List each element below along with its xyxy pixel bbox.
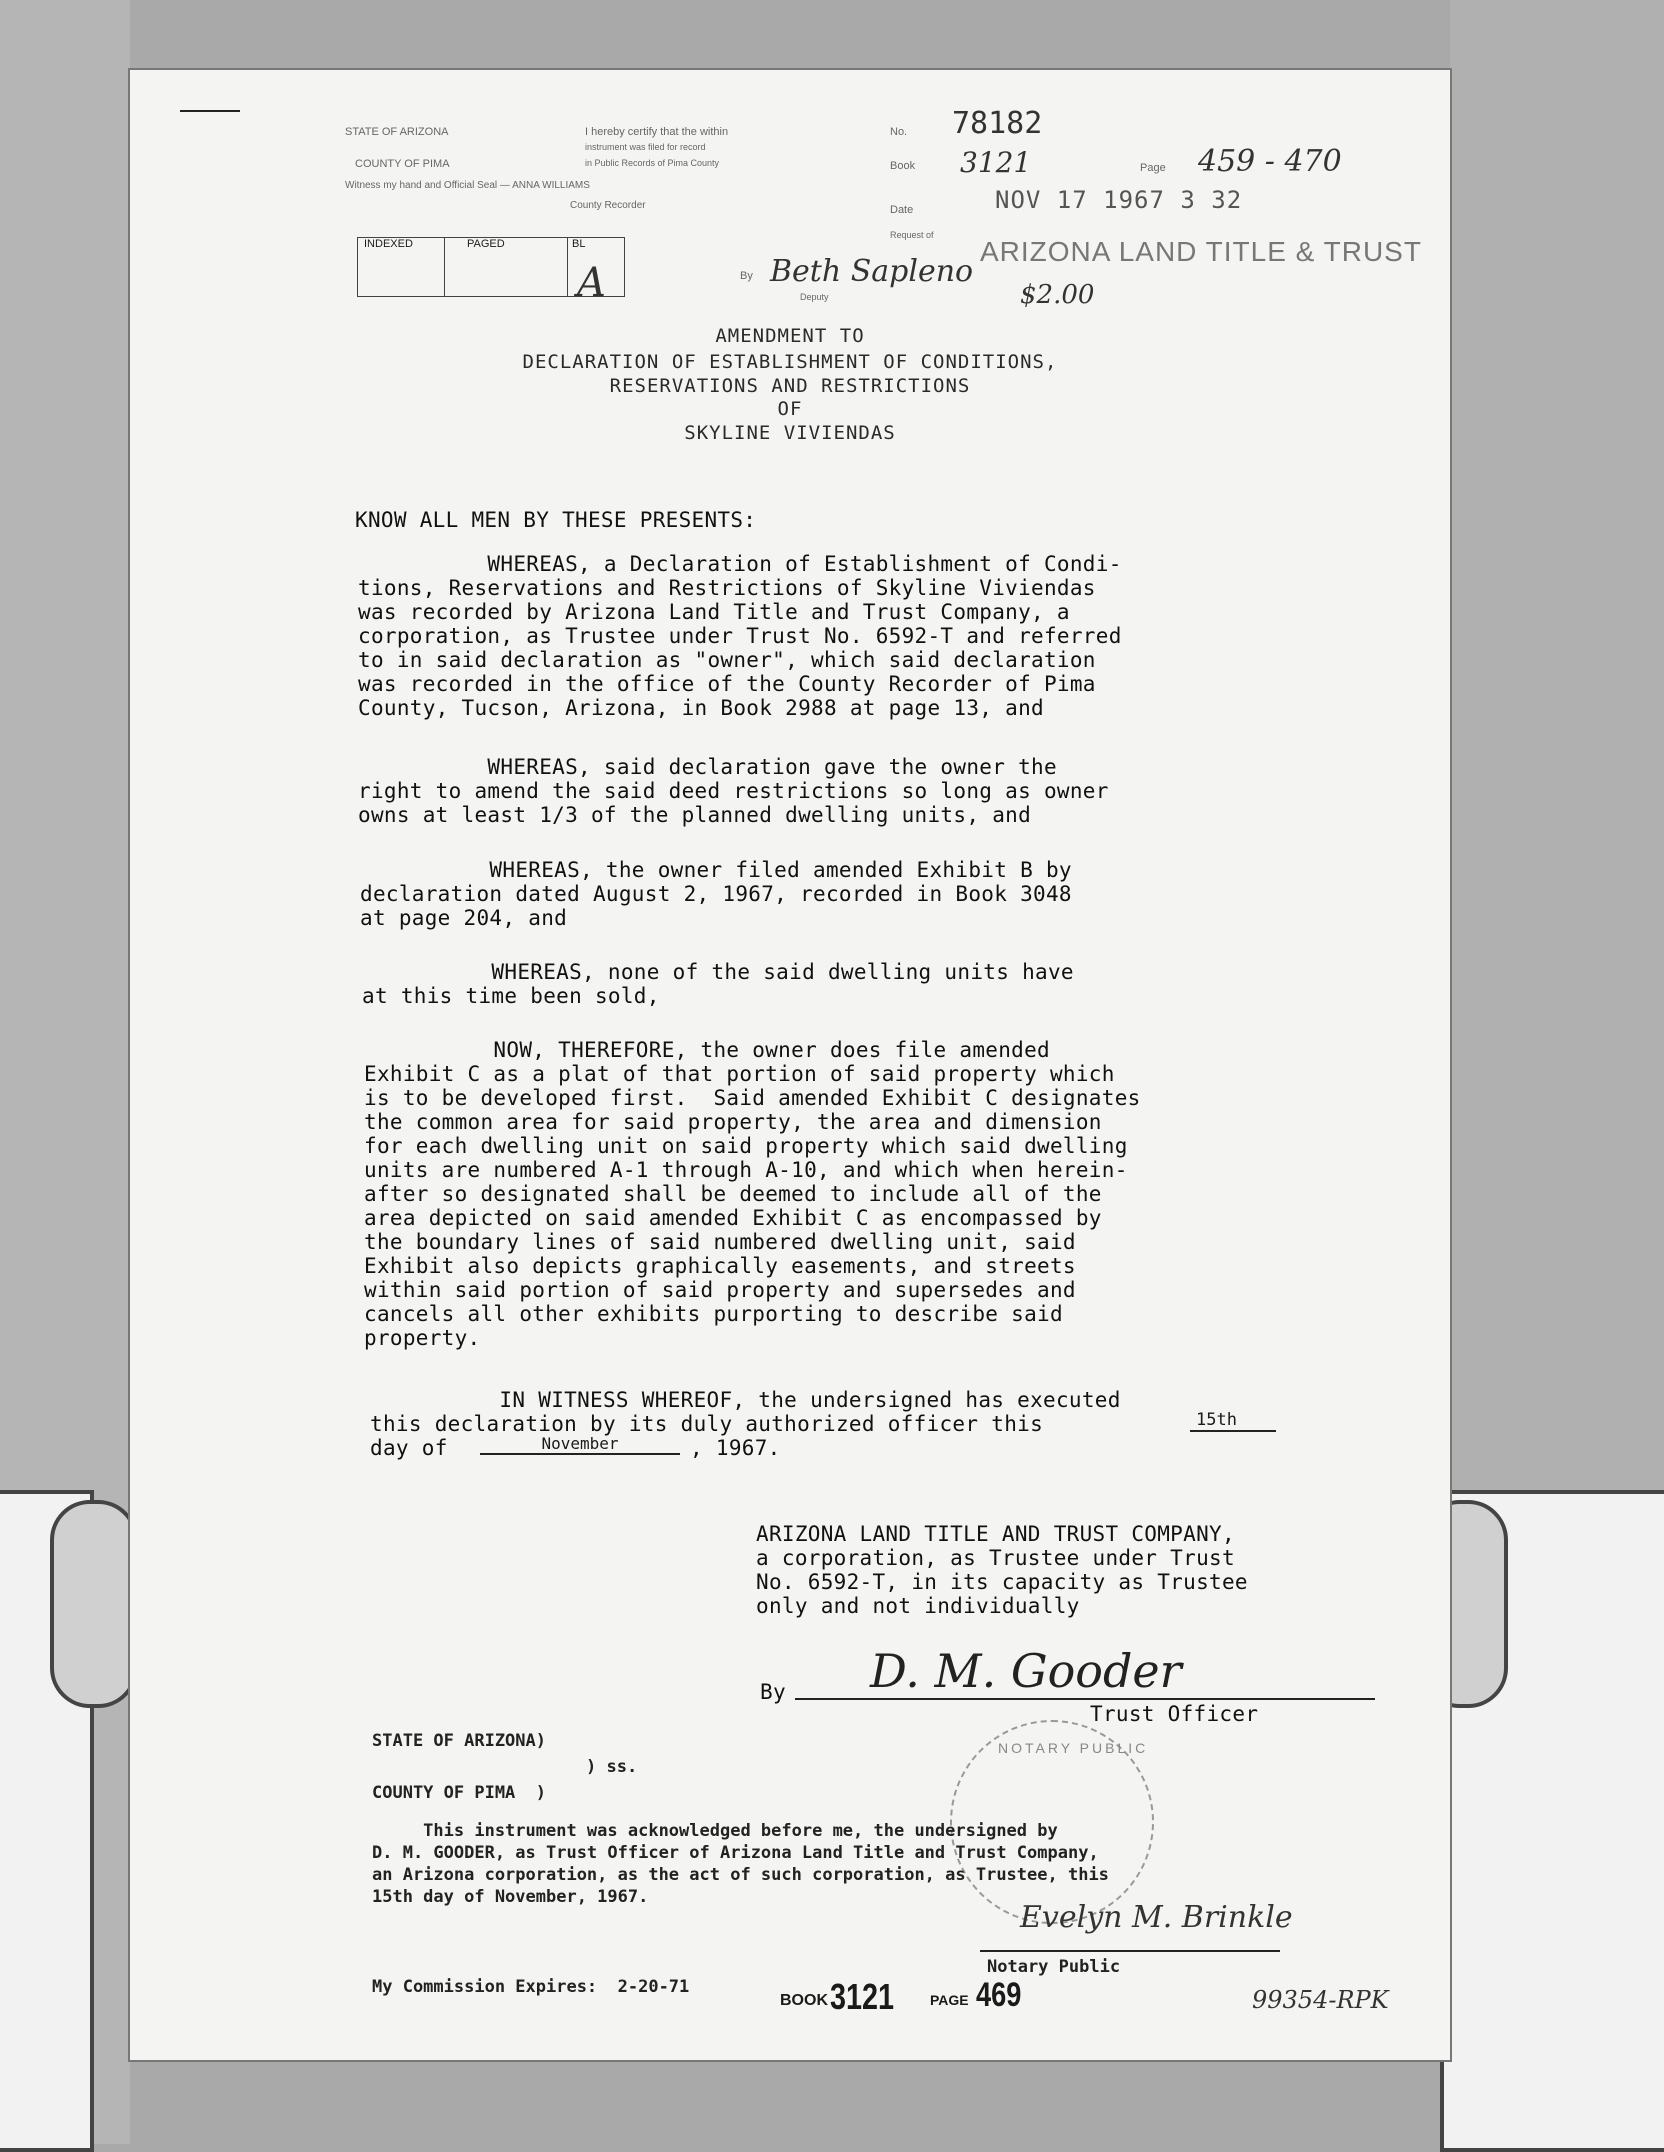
notary-state: STATE OF ARIZONA): [372, 1731, 546, 1751]
document-page: [130, 70, 1450, 2060]
witness-line-2: this declaration by its duly authorized officer this: [370, 1412, 1044, 1436]
certify-line-1: I hereby certify that the within: [585, 126, 729, 138]
binder-ring-left: [50, 1500, 138, 1708]
recording-number: 78182: [952, 106, 1043, 141]
signatory-block: ARIZONA LAND TITLE AND TRUST COMPANY, a corporation, as Trustee under Trust No. 6592-T, in its capacity as Trustee only and not individually: [756, 1522, 1248, 1618]
witness-line-1: IN WITNESS WHEREOF, the undersigned has executed: [370, 1388, 1121, 1412]
no-label: No.: [890, 126, 908, 138]
paragraph-1: WHEREAS, a Declaration of Establishment of Condi- tions, Reservations and Restrictions of Skyline Viviendas was recorded by Arizona Land Title and Trust Company, a corporation, as Trustee under Trust No. 6592-T and referred to in said declaration as "owner", which said declaration was recorded in the office of the County Recorder of Pima County, Tucson, Arizona, in Book 2988 at page 13, and: [358, 552, 1122, 720]
paged-cell: PAGED: [445, 238, 568, 296]
witness-month: November: [480, 1434, 680, 1455]
trust-officer-title: Trust Officer: [1090, 1702, 1259, 1726]
book-label: Book: [890, 160, 916, 172]
fee: $2.00: [1020, 280, 1095, 310]
notary-signature-line: [980, 1950, 1280, 1952]
request-stamp: ARIZONA LAND TITLE & TRUST: [980, 236, 1422, 267]
notary-title: Notary Public: [987, 1957, 1121, 1977]
initial-mark: A: [577, 260, 606, 306]
paragraph-3: WHEREAS, the owner filed amended Exhibit B by declaration dated August 2, 1967, recorded in Book 3048 at page 204, and: [360, 858, 1072, 930]
commission-expires: My Commission Expires: 2-20-71: [372, 1977, 690, 1997]
title-line-3: RESERVATIONS AND RESTRICTIONS: [609, 375, 971, 397]
page-range: 459 - 470: [1198, 144, 1342, 179]
recording-state: STATE OF ARIZONA: [345, 126, 449, 138]
paragraph-2: WHEREAS, said declaration gave the owner the right to amend the said deed restrictions so long as owner owns at least 1/3 of the planned dwelling units, and: [358, 755, 1109, 827]
certify-line-3: in Public Records of Pima County: [585, 158, 720, 168]
title-line-5: SKYLINE VIVIENDAS: [684, 422, 896, 444]
recording-recorder: County Recorder: [570, 200, 646, 211]
bl-cell: BL: [572, 238, 586, 250]
book-number: 3121: [960, 146, 1032, 179]
recording-hand-seal: Witness my hand and Official Seal — ANNA WILLIAMS: [345, 180, 590, 191]
paragraph-4: WHEREAS, none of the said dwelling units have at this time been sold,: [362, 960, 1074, 1008]
opening-line: KNOW ALL MEN BY THESE PRESENTS:: [355, 508, 757, 532]
deputy-signature: Beth Sapleno: [770, 254, 974, 289]
witness-day-of: day of: [370, 1436, 448, 1460]
date-stamp: NOV 17 1967 3 32: [995, 186, 1243, 214]
paragraph-5: NOW, THEREFORE, the owner does file amended Exhibit C as a plat of that portion of said property which is to be developed first. Said amended Exhibit C designates the common area for said property, the area and dimension for each dwelling unit on said property which said dwelling units are numbered A-1 through A-10, and which when herein- after so designated shall be deemed to include all of the area depicted on said amended Exhibit C as encompassed by the boundary lines of said numbered dwelling unit, said Exhibit also depicts graphically easements, and streets within said portion of said property and supersedes and cancels all other exhibits purporting to describe said property.: [364, 1038, 1141, 1350]
notary-seal-text: NOTARY PUBLIC: [998, 1740, 1149, 1756]
signatory-by-label: By: [760, 1680, 786, 1704]
title-line-2: DECLARATION OF ESTABLISHMENT OF CONDITIONS,: [522, 351, 1058, 373]
header-dash: [180, 110, 240, 112]
deputy-label: Deputy: [800, 292, 829, 302]
notary-county: COUNTY OF PIMA ): [372, 1783, 546, 1803]
footer-page-prefix: PAGE: [930, 1992, 969, 2008]
certify-line-2: instrument was filed for record: [585, 142, 706, 152]
request-label: Request of: [890, 230, 934, 240]
title-line-4: OF: [777, 398, 803, 420]
footer-book-number: 3121: [830, 1976, 895, 2017]
footer-book-prefix: BOOK: [780, 1992, 828, 2009]
signature-line: [795, 1698, 1375, 1700]
footer-reference: 99354-RPK: [1252, 1986, 1389, 2014]
notary-signature: Evelyn M. Brinkle: [1020, 1900, 1293, 1935]
trust-officer-signature: D. M. Gooder: [870, 1644, 1182, 1698]
indexed-cell: INDEXED: [358, 238, 445, 296]
by-label: By: [740, 270, 753, 282]
notary-ss: ) ss.: [586, 1757, 638, 1777]
footer-page-number: 469: [976, 1976, 1022, 2014]
page-label: Page: [1140, 162, 1166, 174]
witness-day: 15th: [1190, 1410, 1276, 1432]
title-line-1: AMENDMENT TO: [715, 325, 865, 347]
acknowledgment: This instrument was acknowledged before me, the undersigned by D. M. GOODER, as Trust Officer of Arizona Land Title and Trust Company, an Arizona corporation, as the act of such corporation, as Trustee, this 15th day of November, 1967.: [372, 1821, 1109, 1907]
date-label: Date: [890, 204, 914, 216]
recording-county: COUNTY OF PIMA: [355, 158, 450, 170]
witness-year: , 1967.: [690, 1436, 781, 1460]
